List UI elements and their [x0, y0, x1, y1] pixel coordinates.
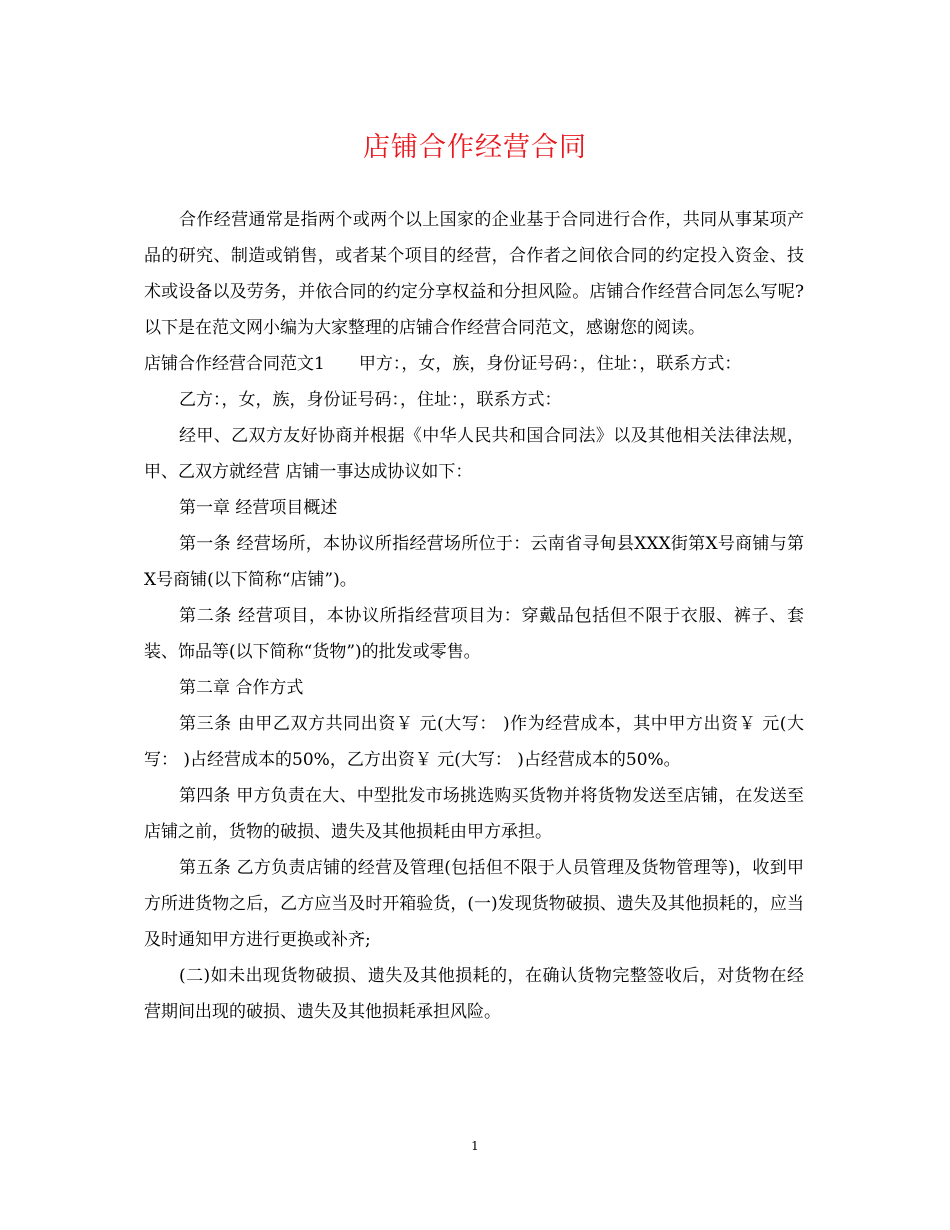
- article-5-item-2: (二)如未出现货物破损、遗失及其他损耗的，在确认货物完整签收后，对货物在经营期间出现的破损、遗失及其他损耗承担风险。: [144, 966, 804, 1022]
- document-body: [144, 202, 804, 1030]
- chapter-heading-2: 第二章 合作方式: [179, 678, 304, 698]
- article-3: 第三条 由甲乙双方共同出资￥ 元(大写： )作为经营成本，其中甲方出资￥ 元(大写： )占经营成本的50%，乙方出资￥ 元(大写： )占经营成本的50%。: [144, 714, 804, 770]
- article-2: 第二条 经营项目，本协议所指经营项目为：穿戴品包括但不限于衣服、裤子、套装、饰品等(以下简称“货物”)的批发或零售。: [144, 606, 804, 662]
- article-5: 第五条 乙方负责店铺的经营及管理(包括但不限于人员管理及货物管理等)，收到甲方所进货物之后，乙方应当及时开箱验货，(一)发现货物破损、遗失及其他损耗的，应当及时通知甲方进行更换或补齐;: [144, 858, 804, 950]
- paragraph-agreement: 经甲、乙双方友好协商并根据《中华人民共和国合同法》以及其他相关法律法规，甲、乙双方就经营 店铺一事达成协议如下：: [144, 426, 804, 482]
- chapter-heading-1: 第一章 经营项目概述: [179, 498, 338, 518]
- article-1: 第一条 经营场所，本协议所指经营场所位于：云南省寻甸县XXX街第X号商铺与第X号商铺(以下简称“店铺”)。: [144, 534, 804, 590]
- paragraph-party-a: 店铺合作经营合同范文1 甲方：，女，族，身份证号码：，住址：，联系方式：: [144, 354, 742, 374]
- article-4: 第四条 甲方负责在大、中型批发市场挑选购买货物并将货物发送至店铺，在发送至店铺之前，货物的破损、遗失及其他损耗由甲方承担。: [144, 786, 804, 842]
- page-number: 1: [471, 1139, 479, 1153]
- paragraph-intro: 合作经营通常是指两个或两个以上国家的企业基于合同进行合作，共同从事某项产品的研究、制造或销售，或者某个项目的经营，合作者之间依合同的约定投入资金、技术或设备以及劳务，并依合同的约定分享权益和分担风险。店铺合作经营合同怎么写呢?以下是在范文网小编为大家整理的店铺合作经营合同范文，感谢您的阅读。: [144, 210, 804, 338]
- document-title: 店铺合作经营合同: [363, 132, 587, 163]
- paragraph-party-b: 乙方：，女，族，身份证号码：，住址：，联系方式：: [179, 390, 562, 410]
